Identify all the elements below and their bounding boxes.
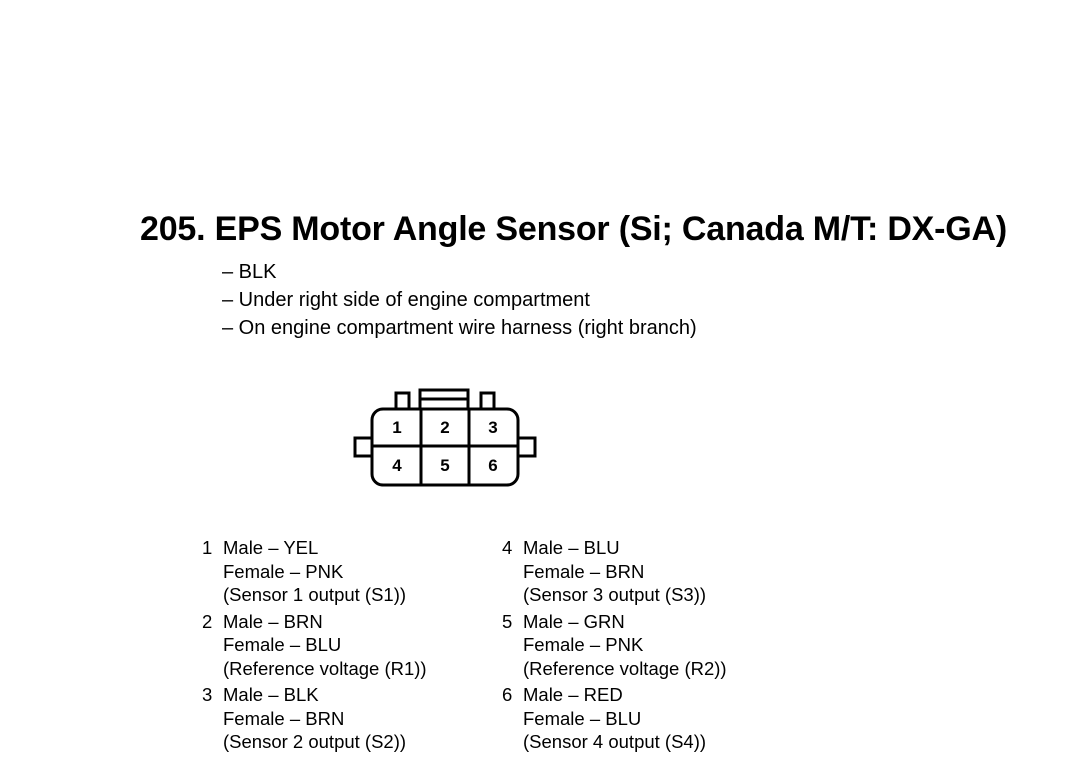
pin-label-1: 1 [392,418,402,437]
connector-location: – Under right side of engine compartment [222,289,590,311]
connector-details [222,258,697,342]
pin-male-wire: Male – BLU [523,537,620,558]
pin-male-wire: Male – YEL [223,537,319,558]
pin-label-4: 4 [392,456,402,475]
connector-diagram [350,385,540,490]
pin-label-2: 2 [440,418,450,437]
pin-male-wire: Male – RED [523,684,623,705]
pin-list-left [202,536,427,757]
pin-entry-3 [202,683,427,754]
pin-female-wire: Female – PNK [223,560,344,582]
pin-female-wire: Female – PNK [523,634,644,655]
connector-ear-left [355,438,372,456]
pin-description: (Reference voltage (R2)) [523,657,727,679]
pin-male-wire: Male – BRN [223,610,323,632]
pin-entry-2 [202,610,427,681]
pin-number: 3 [202,684,213,705]
pin-description: (Sensor 1 output (S1)) [223,584,407,605]
pin-entry-5 [502,610,727,681]
pin-description: (Sensor 4 output (S4)) [523,731,707,752]
connector-ear-right [518,438,535,456]
pin-list-right [502,536,727,757]
pin-female-wire: Female – BRN [523,560,645,582]
pin-female-wire: Female – BLU [523,707,642,729]
connector-color: – BLK [222,261,277,283]
connector-harness: – On engine compartment wire harness (right branch) [222,317,697,339]
pin-number: 5 [502,610,513,632]
pin-description: (Sensor 3 output (S3)) [523,584,707,605]
connector-tab-left [396,393,409,409]
connector-tab-right [481,393,494,409]
pin-entry-1 [202,536,427,607]
pin-number: 1 [202,537,213,558]
pin-entry-4 [502,536,727,607]
pin-male-wire: Male – BLK [223,684,319,705]
pin-label-3: 3 [488,418,498,437]
pin-number: 4 [502,537,513,558]
pin-description: (Sensor 2 output (S2)) [223,731,407,752]
pin-label-6: 6 [488,456,498,475]
pin-female-wire: Female – BRN [223,707,345,729]
page-title: 205. EPS Motor Angle Sensor (Si; Canada M/T: DX-GA) [140,210,1007,248]
pin-female-wire: Female – BLU [223,634,342,655]
pin-number: 2 [202,610,213,632]
pin-description: (Reference voltage (R1)) [223,657,427,679]
pin-number: 6 [502,684,513,705]
pin-male-wire: Male – GRN [523,610,625,632]
pin-entry-6 [502,683,727,754]
pin-label-5: 5 [440,456,450,475]
